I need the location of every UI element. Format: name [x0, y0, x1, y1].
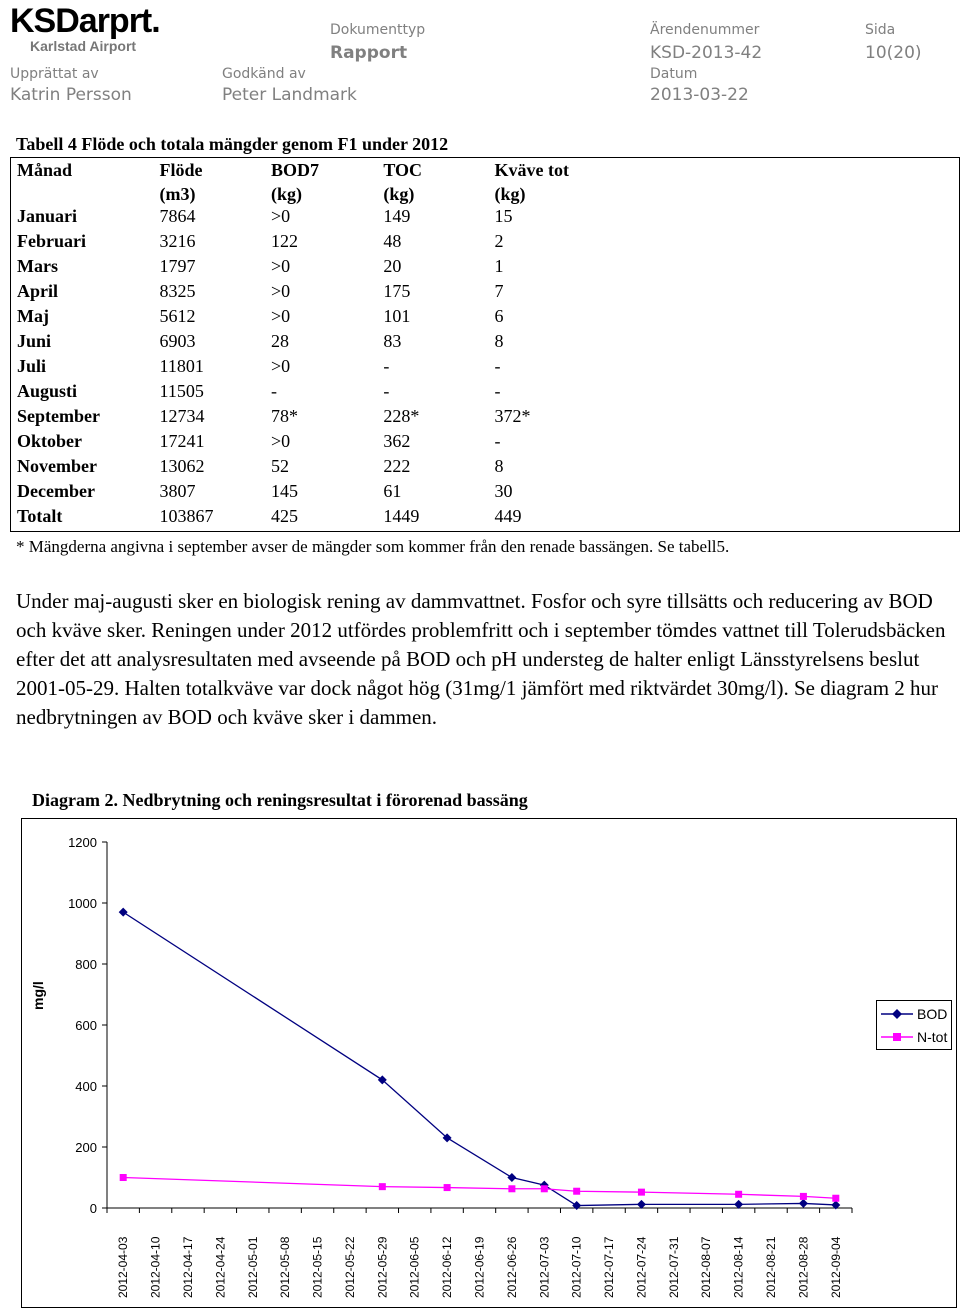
y-tick-label: 200 — [75, 1140, 97, 1155]
month-cell: Juli — [17, 356, 47, 376]
value-cell: >0 — [271, 431, 291, 451]
month-cell: November — [17, 456, 97, 476]
data-point-n-tot — [541, 1185, 548, 1192]
value-cell: - — [383, 356, 390, 376]
value-cell: 149 — [383, 206, 411, 226]
value-cell: 11505 — [159, 381, 204, 401]
value-cell: - — [271, 381, 278, 401]
page-label: Sida — [865, 22, 896, 38]
y-tick-label: 600 — [75, 1018, 97, 1033]
company-logo: KSDarprt. — [10, 2, 160, 40]
month-cell: Augusti — [17, 381, 78, 401]
data-point-bod — [507, 1173, 516, 1182]
value-cell: 1 — [494, 256, 504, 276]
value-cell: 449 — [494, 506, 522, 526]
case-number-label: Ärendenummer — [650, 22, 760, 38]
table-title: Tabell 4 Flöde och totala mängder genom F1 under 2012 — [16, 134, 449, 154]
value-cell: 3807 — [159, 481, 196, 501]
data-point-n-tot — [573, 1188, 580, 1195]
value-cell: >0 — [271, 256, 291, 276]
value-cell: 52 — [271, 456, 290, 476]
y-tick-label: 400 — [75, 1079, 97, 1094]
x-tick-label: 2012-04-17 — [180, 1236, 195, 1298]
y-tick-label: 800 — [75, 957, 97, 972]
value-cell: 48 — [383, 231, 402, 251]
month-cell: Februari — [17, 231, 86, 251]
data-point-n-tot — [120, 1174, 127, 1181]
month-cell: Oktober — [17, 431, 82, 451]
x-tick-label: 2012-04-10 — [148, 1236, 163, 1298]
month-cell: September — [17, 406, 100, 426]
x-tick-label: 2012-06-26 — [504, 1236, 519, 1298]
x-tick-label: 2012-08-28 — [796, 1236, 811, 1298]
header-cell: Kväve tot (kg) — [494, 160, 569, 204]
x-tick-label: 2012-05-29 — [375, 1236, 390, 1298]
approved-by-label: Godkänd av — [222, 66, 306, 82]
month-cell: Mars — [17, 256, 58, 276]
doc-type-value: Rapport — [330, 43, 408, 63]
x-tick-label: 2012-08-21 — [764, 1236, 779, 1298]
x-tick-label: 2012-04-24 — [213, 1236, 228, 1298]
x-tick-label: 2012-05-01 — [245, 1236, 260, 1298]
y-tick-label: 0 — [89, 1201, 97, 1216]
value-cell: 1797 — [159, 256, 196, 276]
data-point-n-tot — [638, 1189, 645, 1196]
value-cell: 5612 — [159, 306, 196, 326]
diagram-title: Diagram 2. Nedbrytning och reningsresultat i förorenad bassäng — [32, 790, 528, 810]
value-cell: 28 — [271, 331, 290, 351]
x-tick-label: 2012-05-22 — [342, 1236, 357, 1298]
data-point-n-tot — [379, 1183, 386, 1190]
x-tick-label: 2012-07-10 — [569, 1236, 584, 1298]
value-cell: 228* — [383, 406, 420, 426]
x-tick-label: 2012-07-24 — [634, 1236, 649, 1298]
legend-item-ntot — [877, 1027, 953, 1047]
header-cell: Månad — [17, 160, 73, 180]
data-point-n-tot — [832, 1195, 839, 1202]
legend-line-ntot-icon — [879, 1027, 915, 1047]
month-cell: April — [17, 281, 59, 301]
month-cell: Januari — [17, 206, 78, 226]
page-number: 10(20) — [865, 43, 922, 63]
value-cell: 6 — [494, 306, 504, 326]
x-tick-label: 2012-05-08 — [278, 1236, 293, 1298]
value-cell: 1449 — [383, 506, 420, 526]
x-tick-label: 2012-07-31 — [666, 1236, 681, 1298]
date-label: Datum — [650, 66, 698, 82]
value-cell: 17241 — [159, 431, 205, 451]
approved-by-value: Peter Landmark — [222, 85, 357, 105]
table-footnote: * Mängderna angivna i september avser de mängder som kommer från den renade bassängen. Se tabell5. — [16, 537, 730, 556]
value-cell: 30 — [494, 481, 513, 501]
month-cell: December — [17, 481, 95, 501]
data-point-n-tot — [735, 1191, 742, 1198]
legend-line-bod-icon — [879, 1004, 915, 1024]
created-by-value: Katrin Persson — [10, 85, 132, 105]
value-cell: - — [494, 431, 501, 451]
x-tick-label: 2012-08-07 — [699, 1236, 714, 1298]
value-cell: 7 — [494, 281, 504, 301]
month-cell: Juni — [17, 331, 52, 351]
x-tick-label: 2012-09-04 — [828, 1236, 843, 1298]
value-cell: 78* — [271, 406, 299, 426]
value-cell: - — [383, 381, 390, 401]
header-cell: TOC (kg) — [383, 160, 423, 204]
x-tick-label: 2012-04-03 — [116, 1236, 131, 1298]
chart-legend — [876, 1000, 952, 1050]
value-cell: 145 — [271, 481, 299, 501]
x-tick-label: 2012-06-19 — [472, 1236, 487, 1298]
value-cell: - — [494, 381, 501, 401]
value-cell: >0 — [271, 356, 291, 376]
x-tick-label: 2012-06-12 — [440, 1236, 455, 1298]
data-point-bod — [734, 1200, 743, 1209]
legend-item-bod — [877, 1004, 953, 1024]
y-tick-label: 1200 — [68, 835, 97, 850]
value-cell: 8325 — [159, 281, 196, 301]
y-tick-label: 1000 — [68, 896, 97, 911]
value-cell: 11801 — [159, 356, 204, 376]
x-tick-label: 2012-08-14 — [731, 1236, 746, 1298]
data-point-bod — [637, 1200, 646, 1209]
x-tick-label: 2012-07-03 — [537, 1236, 552, 1298]
value-cell: 103867 — [159, 506, 214, 526]
value-cell: 7864 — [159, 206, 196, 226]
value-cell: 372* — [494, 406, 531, 426]
data-point-n-tot — [444, 1184, 451, 1191]
value-cell: 3216 — [159, 231, 196, 251]
header-cell: Flöde (m3) — [159, 160, 203, 204]
data-point-bod — [799, 1199, 808, 1208]
date-value: 2013-03-22 — [650, 85, 749, 105]
value-cell: 425 — [271, 506, 299, 526]
value-cell: 13062 — [159, 456, 205, 476]
value-cell: 362 — [383, 431, 411, 451]
value-cell: >0 — [271, 306, 291, 326]
created-by-label: Upprättat av — [10, 66, 99, 82]
value-cell: >0 — [271, 206, 291, 226]
data-point-n-tot — [508, 1185, 515, 1192]
legend-label-bod: BOD — [917, 1006, 948, 1022]
series-line-n-tot — [123, 1178, 836, 1199]
value-cell: 222 — [383, 456, 411, 476]
data-point-bod — [119, 908, 128, 917]
doc-type-label: Dokumenttyp — [330, 22, 426, 38]
case-number-value: KSD-2013-42 — [650, 43, 763, 63]
value-cell: 101 — [383, 306, 411, 326]
value-cell: 2 — [494, 231, 504, 251]
value-cell: 8 — [494, 331, 504, 351]
value-cell: 122 — [271, 231, 299, 251]
value-cell: 175 — [383, 281, 411, 301]
value-cell: 8 — [494, 456, 504, 476]
x-tick-label: 2012-05-15 — [310, 1236, 325, 1298]
x-tick-label: 2012-07-17 — [602, 1236, 617, 1298]
value-cell: - — [494, 356, 501, 376]
data-point-n-tot — [800, 1193, 807, 1200]
legend-label-ntot: N-tot — [917, 1029, 948, 1045]
company-logo-subtitle: Karlstad Airport — [30, 38, 137, 54]
value-cell: 6903 — [159, 331, 196, 351]
body-paragraph: Under maj-augusti sker en biologisk rening av dammvattnet. Fosfor och syre tillsätts och reducering av BOD och kväve sker. Reningen under 2012 utfördes problemfritt och i september tömdes vattnet till Tolerudsbäcken efter det att analysresultaten med avseende på BOD och pH understeg de halter enligt Länsstyrelsens beslut 2001-05-29. Halten totalkväve var dock något hög (31mg/1 jämfört med riktvärdet 30mg/l). Se diagram 2 hur nedbrytningen av BOD och kväve sker i dammen. — [16, 589, 946, 729]
x-tick-label: 2012-06-05 — [407, 1236, 422, 1298]
header-cell: BOD7 (kg) — [271, 160, 320, 204]
y-axis-label: mg/l — [30, 981, 46, 1010]
month-cell: Maj — [17, 306, 49, 326]
value-cell: >0 — [271, 281, 291, 301]
month-cell: Totalt — [17, 506, 63, 526]
value-cell: 61 — [383, 481, 402, 501]
value-cell: 15 — [494, 206, 513, 226]
series-line-bod — [123, 912, 836, 1205]
data-point-bod — [572, 1201, 581, 1210]
value-cell: 83 — [383, 331, 402, 351]
value-cell: 20 — [383, 256, 402, 276]
value-cell: 12734 — [159, 406, 205, 426]
